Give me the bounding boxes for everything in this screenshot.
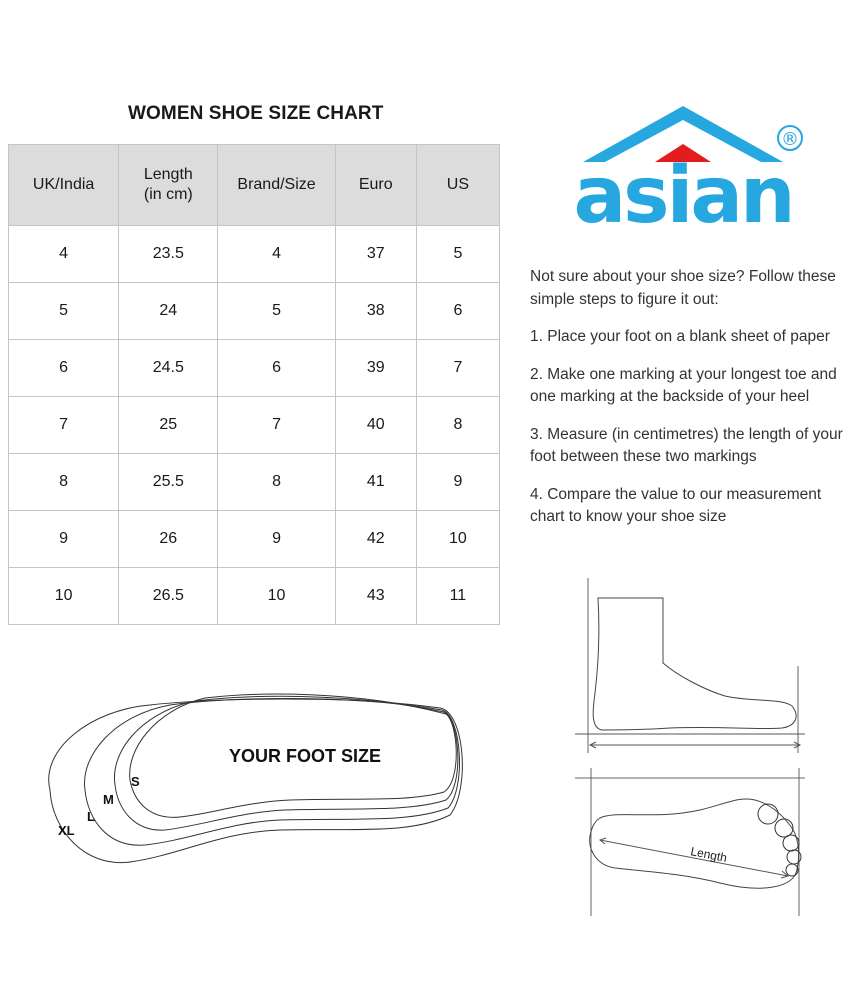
cell-us: 5 (416, 226, 499, 283)
instruction-step-2: 2. Make one marking at your longest toe and one marking at the backside of your heel (530, 365, 837, 405)
size-label-l: L (87, 809, 95, 824)
foot-measurement-diagram (560, 578, 810, 918)
toe-5 (786, 864, 798, 876)
size-label-m: M (103, 792, 114, 807)
instruction-step-4: 4. Compare the value to our measurement chart to know your shoe size (530, 485, 822, 525)
cell-length: 25 (119, 397, 218, 454)
cell-uk-india: 5 (9, 283, 119, 340)
cell-us: 6 (416, 283, 499, 340)
cell-us: 7 (416, 340, 499, 397)
cell-us: 9 (416, 454, 499, 511)
cell-uk-india: 7 (9, 397, 119, 454)
toe-3 (783, 835, 799, 851)
toe-2 (775, 819, 793, 837)
header-us: US (416, 145, 499, 226)
table-row (9, 454, 500, 511)
cell-length: 24.5 (119, 340, 218, 397)
header-length: Length (in cm) (119, 145, 218, 226)
table-row (9, 226, 500, 283)
side-view-foot (593, 598, 796, 730)
cell-uk-india: 6 (9, 340, 119, 397)
cell-length: 24 (119, 283, 218, 340)
cell-uk-india: 10 (9, 568, 119, 625)
insole-outline-xl (49, 699, 463, 863)
cell-brand-size: 5 (218, 283, 335, 340)
cell-uk-india: 8 (9, 454, 119, 511)
insole-size-diagram (30, 680, 480, 880)
insole-outline-l (85, 698, 460, 845)
cell-euro: 43 (335, 568, 416, 625)
table-row (9, 511, 500, 568)
header-uk-india: UK/India (9, 145, 119, 226)
cell-euro: 39 (335, 340, 416, 397)
chart-title: WOMEN SHOE SIZE CHART (128, 103, 384, 124)
cell-uk-india: 9 (9, 511, 119, 568)
cell-us: 8 (416, 397, 499, 454)
instruction-step-1: 1. Place your foot on a blank sheet of paper (530, 328, 830, 345)
instructions (530, 266, 848, 544)
cell-brand-size: 8 (218, 454, 335, 511)
length-label: Length (689, 844, 729, 865)
cell-brand-size: 9 (218, 511, 335, 568)
cell-euro: 40 (335, 397, 416, 454)
size-label-xl: XL (58, 823, 75, 838)
table-row (9, 397, 500, 454)
cell-euro: 37 (335, 226, 416, 283)
cell-euro: 41 (335, 454, 416, 511)
cell-brand-size: 6 (218, 340, 335, 397)
insole-label: YOUR FOOT SIZE (228, 746, 382, 766)
cell-brand-size: 4 (218, 226, 335, 283)
size-table (8, 144, 500, 625)
cell-brand-size: 7 (218, 397, 335, 454)
header-euro: Euro (335, 145, 416, 226)
cell-euro: 38 (335, 283, 416, 340)
table-row (9, 283, 500, 340)
instructions-intro: Not sure about your shoe size? Follow these simple steps to figure it out: (530, 268, 836, 308)
cell-length: 26 (119, 511, 218, 568)
cell-length: 26.5 (119, 568, 218, 625)
asian-logo (555, 104, 810, 229)
cell-length: 23.5 (119, 226, 218, 283)
cell-brand-size: 10 (218, 568, 335, 625)
registered-mark: ® (781, 129, 799, 150)
cell-uk-india: 4 (9, 226, 119, 283)
table-header-row (9, 145, 500, 226)
table-row (9, 568, 500, 625)
cell-us: 10 (416, 511, 499, 568)
table-row (9, 340, 500, 397)
toe-1 (758, 804, 778, 824)
logo-wordmark: asian (573, 151, 793, 229)
cell-us: 11 (416, 568, 499, 625)
instruction-step-3: 3. Measure (in centimetres) the length of your foot between these two markings (530, 425, 843, 465)
cell-euro: 42 (335, 511, 416, 568)
header-brand-size: Brand/Size (218, 145, 335, 226)
size-label-s: S (131, 774, 140, 789)
cell-length: 25.5 (119, 454, 218, 511)
